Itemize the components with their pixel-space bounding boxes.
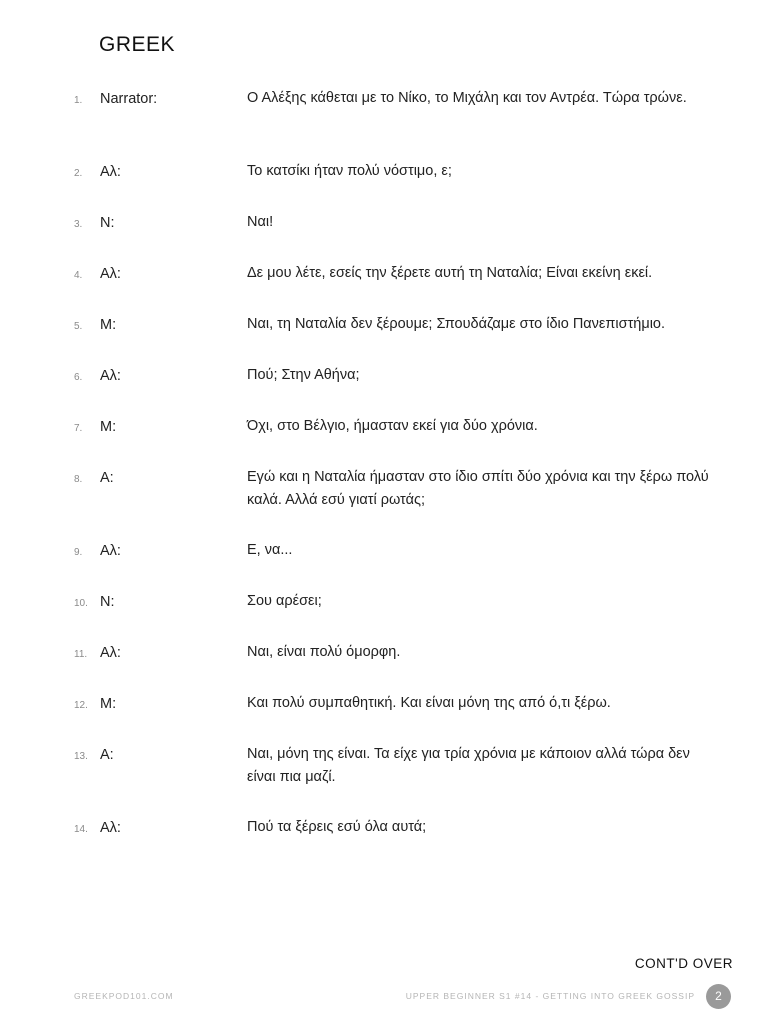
line-text: Πού; Στην Αθήνα; xyxy=(247,367,360,383)
continued-notice: CONT'D OVER xyxy=(634,956,733,971)
line-speaker: Αλ: xyxy=(100,820,121,836)
line-number: 6. xyxy=(74,372,83,383)
line-speaker: Αλ: xyxy=(100,164,121,180)
line-number: 3. xyxy=(74,219,83,230)
line-number: 10. xyxy=(74,598,88,609)
line-speaker: Ν: xyxy=(100,594,115,610)
line-speaker: Α: xyxy=(100,470,114,486)
line-text: Το κατσίκι ήταν πολύ νόστιμο, ε; xyxy=(247,163,452,179)
line-speaker: Narrator: xyxy=(100,91,158,107)
line-speaker: Αλ: xyxy=(100,368,121,384)
line-number: 14. xyxy=(74,824,88,835)
line-text: Ναι, είναι πολύ όμορφη. xyxy=(247,644,401,660)
line-number: 4. xyxy=(74,270,83,281)
line-number: 13. xyxy=(74,751,88,762)
line-text: Δε μου λέτε, εσείς την ξέρετε αυτή τη Ναταλία; Είναι εκείνη εκεί. xyxy=(247,265,653,281)
line-number: 11. xyxy=(74,649,88,660)
line-number: 9. xyxy=(74,547,83,558)
line-speaker: Μ: xyxy=(100,419,117,435)
line-number: 5. xyxy=(74,321,83,332)
line-text: Ο Αλέξης κάθεται με το Νίκο, το Μιχάλη και τον Αντρέα. Τώρα τρώνε. xyxy=(247,90,687,106)
line-number: 8. xyxy=(74,474,83,485)
footer-site-link[interactable]: GREEKPOD101.COM xyxy=(74,991,174,1001)
line-speaker: Μ: xyxy=(100,317,117,333)
line-text: Ναι, τη Ναταλία δεν ξέρουμε; Σπουδάζαμε στο ίδιο Πανεπιστήμιο. xyxy=(247,316,666,332)
line-number: 2. xyxy=(74,168,83,179)
line-speaker: Μ: xyxy=(100,696,117,712)
line-text: Ναι, μόνη της είναι. Τα είχε για τρία χρόνια με κάποιον αλλά τώρα δεν είναι πια μαζί. xyxy=(247,746,690,785)
line-speaker: Ν: xyxy=(100,215,115,231)
line-text: Και πολύ συμπαθητική. Και είναι μόνη της από ό,τι ξέρω. xyxy=(247,695,611,711)
line-number: 7. xyxy=(74,423,83,434)
line-number: 1. xyxy=(74,95,83,106)
footer-lesson-title: UPPER BEGINNER S1 #14 - GETTING INTO GREEK GOSSIP xyxy=(405,991,695,1001)
line-speaker: Αλ: xyxy=(100,543,121,559)
line-speaker: Αλ: xyxy=(100,266,121,282)
line-text: Όχι, στο Βέλγιο, ήμασταν εκεί για δύο χρόνια. xyxy=(247,418,538,434)
line-text: Εγώ και η Ναταλία ήμασταν στο ίδιο σπίτι δύο χρόνια και την ξέρω πολύ καλά. Αλλά εσύ γιατί ρωτάς; xyxy=(247,469,709,508)
page-title: GREEK xyxy=(99,33,176,56)
line-speaker: Α: xyxy=(100,747,114,763)
line-text: Ε, να... xyxy=(247,542,293,558)
line-text: Σου αρέσει; xyxy=(247,593,322,609)
line-number: 12. xyxy=(74,700,88,711)
line-text: Ναι! xyxy=(247,214,274,230)
page-number-badge: 2 xyxy=(706,984,731,1009)
line-speaker: Αλ: xyxy=(100,645,121,661)
line-text: Πού τα ξέρεις εσύ όλα αυτά; xyxy=(247,819,427,835)
